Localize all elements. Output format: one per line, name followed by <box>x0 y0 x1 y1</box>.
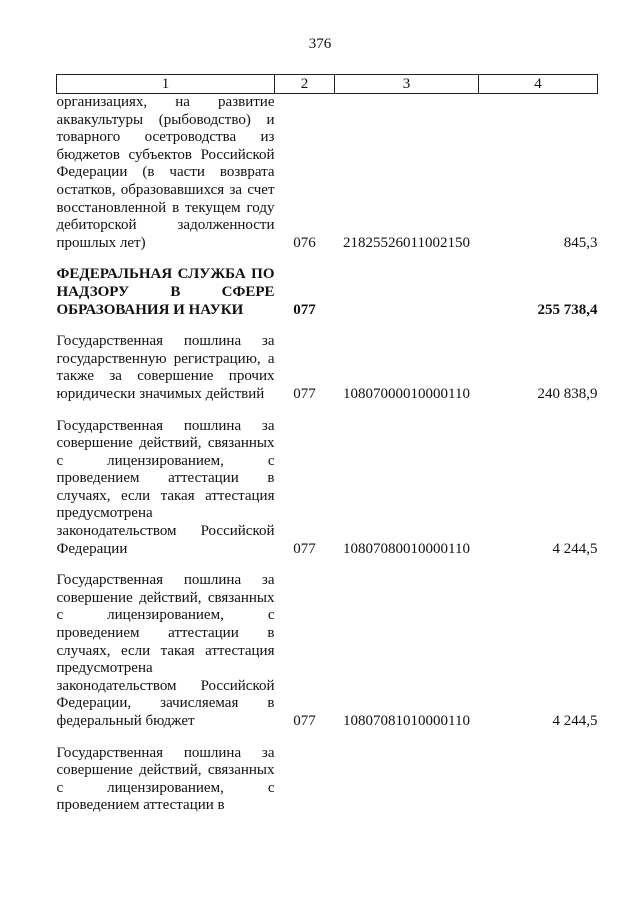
row-description: Государственная пошлина за совершение действий, связанных с лицензированием, с проведением аттестации в случаях, если такая аттестация предусмотрена законодательством Российской Федерации <box>56 417 275 557</box>
row-description: организациях, на развитие аквакультуры (рыбоводство) и товарного осетроводства из бюджетов субъектов Российской Федерации (в части возврата остатков, образовавшихся за счет восстановленной в текущем году дебиторской задолженности прошлых лет) <box>56 94 275 251</box>
column-header-4: 4 <box>479 75 598 94</box>
row-amount: 4 244,5 <box>552 540 598 557</box>
row-amount: 4 244,5 <box>552 713 598 729</box>
revenue-table <box>56 74 598 815</box>
row-amount: 240 838,9 <box>537 385 598 402</box>
table-header <box>57 75 598 94</box>
row-description: Государственная пошлина за государственную регистрацию, а также за совершение прочих юридически значимых действий <box>56 333 275 402</box>
row-kbk-code: 21825526011002150 <box>343 234 470 251</box>
row-description: Государственная пошлина за совершение действий, связанных с лицензированием, с проведением аттестации в <box>56 744 275 814</box>
row-admin-code: 077 <box>293 540 316 557</box>
row-kbk-code: 10807081010000110 <box>343 713 470 729</box>
row-admin-code: 077 <box>293 301 316 318</box>
column-header-3: 3 <box>335 75 479 94</box>
row-admin-code: 076 <box>293 234 316 251</box>
page-number: 376 <box>308 36 332 52</box>
row-amount <box>479 745 598 815</box>
row-amount: 255 738,4 <box>537 301 598 318</box>
row-kbk-code: 10807000010000110 <box>343 385 470 402</box>
row-kbk-code: 10807080010000110 <box>343 540 470 557</box>
row-admin-code: 077 <box>293 713 316 729</box>
row-description: Государственная пошлина за совершение действий, связанных с лицензированием, с проведением аттестации в случаях, если такая аттестация предусмотрена законодательством Российской Федерации, зачисляемая в федеральный бюджет <box>56 572 275 729</box>
row-kbk-code <box>335 266 479 319</box>
table-row <box>57 745 598 815</box>
row-kbk-code <box>335 745 479 815</box>
table-row-section-heading <box>57 266 598 319</box>
row-description: ФЕДЕРАЛЬНАЯ СЛУЖБА ПО НАДЗОРУ В СФЕРЕ ОБРАЗОВАНИЯ И НАУКИ <box>56 266 275 318</box>
row-admin-code: 077 <box>293 385 316 402</box>
table-row <box>57 418 598 559</box>
table-row <box>57 94 598 253</box>
row-amount: 845,3 <box>563 234 598 251</box>
row-admin-code <box>275 745 335 815</box>
column-header-2: 2 <box>275 75 335 94</box>
table-row <box>57 572 598 730</box>
column-header-1: 1 <box>57 75 275 94</box>
table-row <box>57 333 598 403</box>
